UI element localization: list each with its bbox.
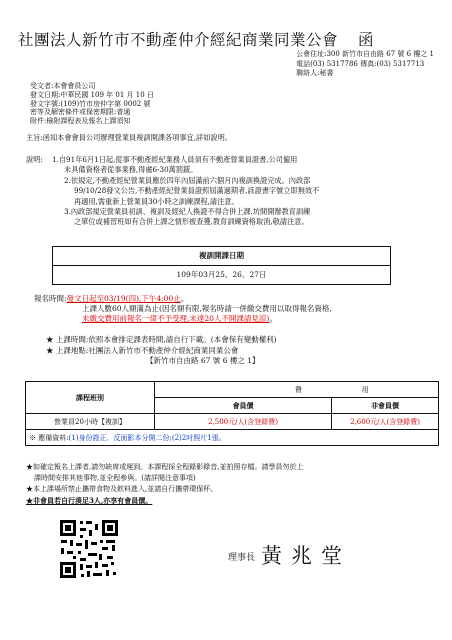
- description-item: 之單位或補習班如有合併上課之情形被查獲,教育訓練資格取消,敬請注意。: [74, 217, 309, 227]
- fee-header-right: [332, 382, 439, 398]
- nonmember-header: 非會員價: [332, 398, 439, 414]
- notes: [26, 462, 438, 506]
- attachment: 附件:檢附課程表及報名上課須知: [30, 117, 131, 126]
- note-item: 課時間安排其他事物,並全程參與。(請詳閱注意事項): [34, 474, 196, 482]
- description-item: 再適用,需重新上營業員30小時之訓練課程,請注意。: [74, 196, 239, 206]
- letter-type: 函: [358, 31, 375, 49]
- fee-header-left: [155, 382, 332, 398]
- recipient: 受文者:本會會員公司: [30, 82, 96, 90]
- materials-row: [26, 430, 439, 446]
- member-price: 2,500元/人(含登錄費): [155, 414, 332, 430]
- description-item: 2.依規定,不動產經紀營業員應於四年內屆滿前六個月內複訓換證完成。內政部: [64, 175, 311, 185]
- qr-code-icon[interactable]: [58, 518, 120, 580]
- chairman-name: 黃兆堂: [261, 544, 352, 568]
- fee-table: [25, 381, 439, 446]
- signup-label: 報名時間:: [34, 294, 67, 303]
- class-time: ★ 上課時間:依照本會排定課表時間,請自行下載。(本會保有變動權利): [46, 335, 277, 344]
- issue-date: 發文日期:中華民國 109 年 01 月 10 日: [30, 90, 154, 99]
- course-name: 營業員20小時【複訓】: [26, 414, 155, 430]
- schedule-box: [52, 246, 391, 285]
- note-item: ★非會員若自行湊足3人,亦享有會員價。: [26, 496, 153, 505]
- course-header: 課程班別: [26, 382, 155, 414]
- address: 公會住址:300 新竹市自由路 67 號 6 樓之 1: [296, 50, 434, 58]
- signup-info: [34, 294, 332, 324]
- description-label: 說明:: [26, 155, 43, 164]
- document-meta: [30, 82, 154, 126]
- security-level: 密等及解密條件或保密期限:普通: [30, 108, 131, 117]
- use-label: 用: [361, 385, 369, 394]
- contact-block: [296, 50, 434, 79]
- document-number: 發文字號:(109)竹市房仲字第 0002 號: [30, 99, 151, 108]
- phone-fax: 電話(03) 5317786 傳真:(03) 5317713: [296, 59, 425, 68]
- signature: [228, 540, 351, 570]
- association-name: 社團法人新竹市不動產仲介經紀商業同業公會: [18, 31, 339, 49]
- class-location: ★ 上課地點:社團法人新竹市不動產仲介經紀商業同業公會: [46, 345, 239, 355]
- description: [26, 155, 426, 228]
- materials-list: (1)身份證正、反面影本分開二份;(2)2吋照片1張。: [68, 433, 226, 442]
- class-info: [46, 335, 277, 367]
- nonmember-price: 2,600元/人(含登錄費): [332, 414, 439, 430]
- signup-deadline: 發文日起至03/19(四),下午4:00止: [66, 294, 181, 303]
- materials-label: ※ 應備資料:: [29, 433, 69, 442]
- description-item: 1.自91年6月1日起,從事不動產經紀業務人員須有不動產營業員證書,公司僱用: [52, 155, 298, 164]
- signup-warning-end: 。: [269, 314, 277, 323]
- description-item: 未具備資格者從事業務,得處6-30萬罰鍰。: [64, 165, 198, 175]
- chairman-title: 理事長: [228, 553, 256, 563]
- description-item: 99/10/28發文公告,不動產經紀營業員證照屆滿過期者,該證書字號立即無效不: [74, 186, 320, 196]
- contact-person: 聯絡人:秘書: [296, 69, 334, 77]
- description-item: 3.內政部規定營業員初訓、複訓及經紀人換證不得合併上課,坊間開辦教育訓練: [64, 207, 311, 217]
- note-item: ★本上課場所禁止攜帶食物及飲料進入,並請自行攜帶環保杯。: [26, 485, 218, 493]
- qr-code-graphic: [58, 518, 120, 580]
- class-address: 【新竹市自由路 67 號 6 樓之 1】: [146, 356, 260, 365]
- subject-line: 主旨:函知本會會員公司辦理營業員複訓開課各項事宜,詳如說明。: [26, 133, 232, 142]
- member-header: 會員價: [155, 398, 332, 414]
- signup-period: 。: [180, 294, 189, 303]
- note-item: ★如確定報名上課者,請勿缺席或遲到。本課程採全程錄影錄音,並拍照存檔。請學員勿於上: [26, 463, 304, 471]
- schedule-heading: 複訓開課日期: [53, 247, 390, 266]
- letter-title: [18, 28, 374, 50]
- signup-warning: 未繳交費用前報名一律不予受理,未達20人不開課請見諒): [82, 314, 270, 323]
- schedule-dates: 109年03月25、26、27日: [176, 270, 267, 279]
- fee-label: 費: [294, 385, 302, 394]
- signup-capacity: 上課人數60人額滿為止(因名額有限,報名時請一併繳交費用以取得報名資格,: [82, 304, 332, 313]
